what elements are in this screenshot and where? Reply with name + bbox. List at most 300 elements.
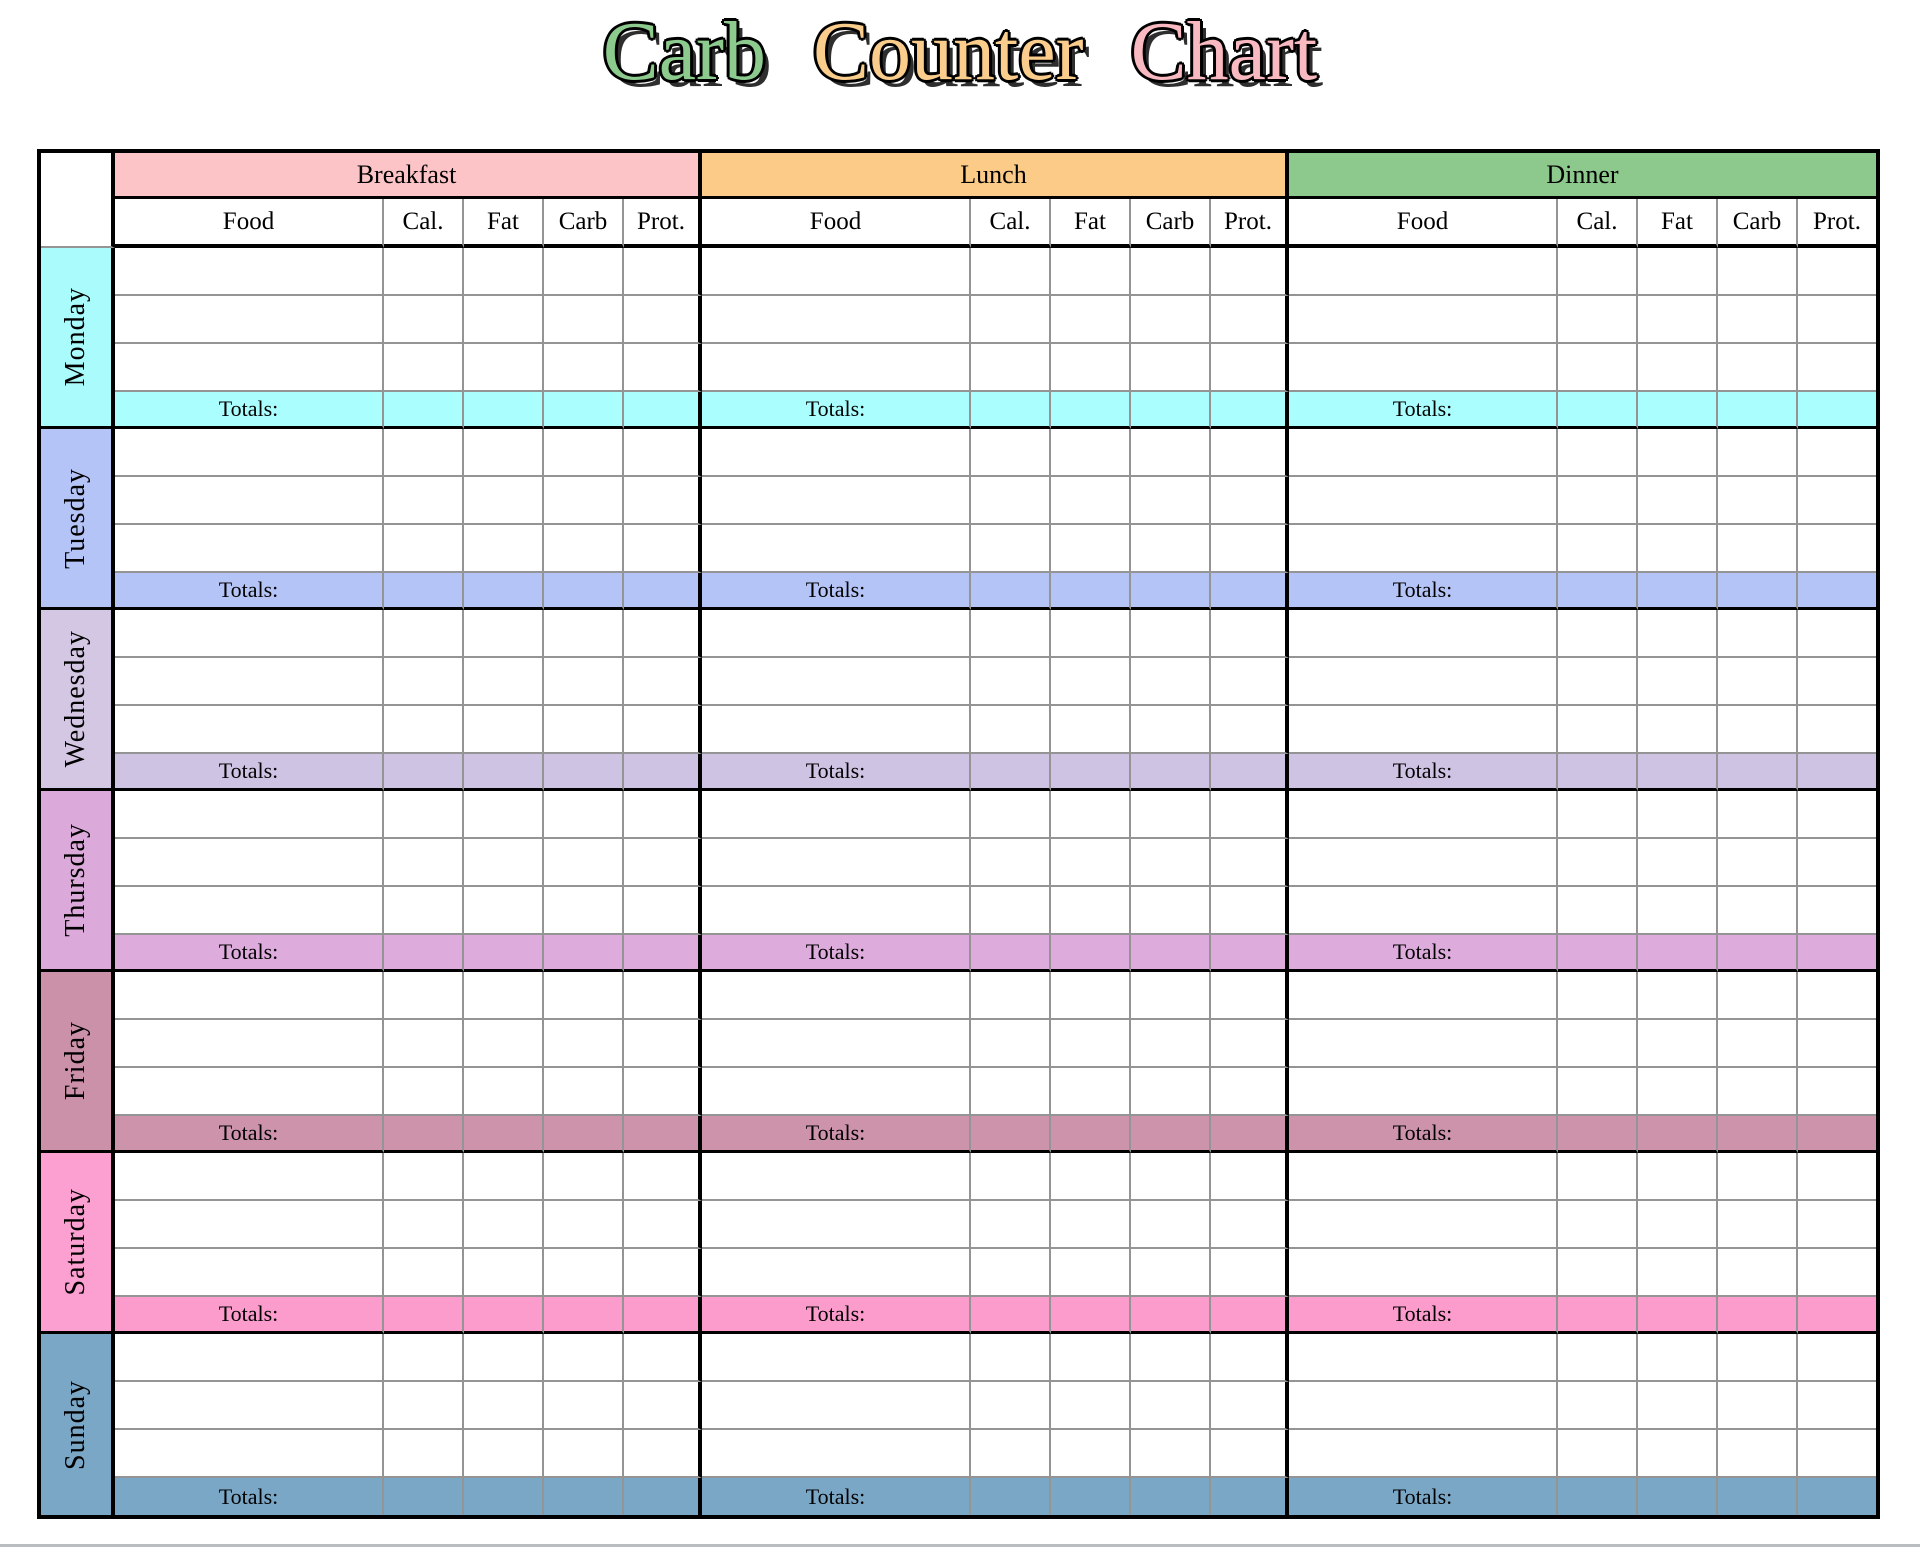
totals-value-cell	[1638, 754, 1718, 791]
entry-cell	[971, 839, 1051, 887]
entry-cell	[1798, 429, 1876, 477]
entry-cell	[702, 1068, 971, 1116]
totals-value-cell	[464, 754, 544, 791]
entry-cell	[1211, 1249, 1289, 1297]
entry-cell	[115, 248, 384, 296]
entry-cell	[1638, 525, 1718, 573]
column-header-carb: Carb	[1131, 199, 1211, 248]
entry-cell	[544, 248, 624, 296]
totals-value-cell	[544, 392, 624, 429]
entry-cell	[544, 1201, 624, 1249]
entry-cell	[1131, 1249, 1211, 1297]
entry-cell	[702, 1249, 971, 1297]
entry-cell	[971, 1020, 1051, 1068]
entry-cell	[702, 1430, 971, 1478]
totals-value-cell	[1798, 1116, 1876, 1153]
entry-cell	[1718, 429, 1798, 477]
carb-counter-table	[37, 149, 1880, 1519]
entry-cell	[544, 610, 624, 658]
entry-cell	[1211, 791, 1289, 839]
entry-cell	[1289, 791, 1558, 839]
title-word-counter: Counter	[813, 5, 1084, 98]
totals-value-cell	[544, 1116, 624, 1153]
entry-cell	[1558, 248, 1638, 296]
entry-cell	[1718, 477, 1798, 525]
day-label-text: Friday	[60, 1021, 91, 1101]
entry-cell	[1289, 658, 1558, 706]
entry-cell	[1131, 839, 1211, 887]
entry-cell	[1638, 429, 1718, 477]
entry-cell	[1051, 1430, 1131, 1478]
entry-cell	[1131, 610, 1211, 658]
column-header-cal: Cal.	[384, 199, 464, 248]
totals-value-cell	[384, 935, 464, 972]
totals-value-cell	[1638, 1478, 1718, 1515]
entry-cell	[1638, 839, 1718, 887]
entry-cell	[1638, 344, 1718, 392]
entry-cell	[971, 610, 1051, 658]
totals-value-cell	[544, 1297, 624, 1334]
entry-cell	[1289, 1430, 1558, 1478]
entry-cell	[1798, 658, 1876, 706]
entry-cell	[1289, 1201, 1558, 1249]
totals-label-cell: Totals:	[115, 935, 384, 972]
entry-cell	[544, 791, 624, 839]
entry-cell	[1051, 525, 1131, 573]
entry-cell	[1131, 477, 1211, 525]
entry-cell	[1289, 1068, 1558, 1116]
totals-label-cell: Totals:	[1289, 392, 1558, 429]
totals-value-cell	[464, 573, 544, 610]
entry-cell	[384, 839, 464, 887]
entry-cell	[1558, 972, 1638, 1020]
entry-cell	[115, 887, 384, 935]
entry-cell	[1558, 610, 1638, 658]
entry-cell	[1718, 1334, 1798, 1382]
entry-cell	[702, 1020, 971, 1068]
entry-cell	[384, 706, 464, 754]
totals-label-cell: Totals:	[702, 1297, 971, 1334]
entry-cell	[1798, 839, 1876, 887]
totals-value-cell	[1718, 935, 1798, 972]
entry-cell	[1131, 1334, 1211, 1382]
totals-label-cell: Totals:	[115, 1478, 384, 1515]
column-header-food: Food	[115, 199, 384, 248]
entry-cell	[464, 1068, 544, 1116]
entry-cell	[544, 1334, 624, 1382]
entry-cell	[1131, 1382, 1211, 1430]
entry-cell	[1718, 525, 1798, 573]
totals-value-cell	[1558, 573, 1638, 610]
totals-label-cell: Totals:	[1289, 1297, 1558, 1334]
entry-cell	[1558, 658, 1638, 706]
entry-cell	[1718, 1249, 1798, 1297]
entry-cell	[384, 477, 464, 525]
entry-cell	[1289, 1249, 1558, 1297]
entry-cell	[702, 839, 971, 887]
entry-cell	[464, 706, 544, 754]
day-label-tuesday	[41, 429, 115, 610]
entry-cell	[1051, 658, 1131, 706]
totals-value-cell	[1051, 935, 1131, 972]
entry-cell	[115, 477, 384, 525]
entry-cell	[1638, 296, 1718, 344]
entry-cell	[1798, 1201, 1876, 1249]
entry-cell	[624, 1382, 702, 1430]
entry-cell	[1051, 972, 1131, 1020]
totals-value-cell	[464, 1478, 544, 1515]
entry-cell	[1051, 706, 1131, 754]
totals-value-cell	[384, 1297, 464, 1334]
entry-cell	[702, 1153, 971, 1201]
day-label-text: Wednesday	[60, 630, 91, 768]
entry-cell	[1211, 1382, 1289, 1430]
entry-cell	[1211, 610, 1289, 658]
entry-cell	[702, 1201, 971, 1249]
entry-cell	[115, 296, 384, 344]
entry-cell	[1638, 1334, 1718, 1382]
totals-value-cell	[1798, 573, 1876, 610]
entry-cell	[1211, 658, 1289, 706]
totals-value-cell	[624, 935, 702, 972]
totals-value-cell	[1638, 573, 1718, 610]
page-bottom-divider	[0, 1544, 1920, 1547]
totals-value-cell	[1798, 754, 1876, 791]
entry-cell	[1638, 1249, 1718, 1297]
entry-cell	[1211, 344, 1289, 392]
totals-value-cell	[1718, 1297, 1798, 1334]
entry-cell	[384, 1020, 464, 1068]
entry-cell	[1211, 477, 1289, 525]
totals-value-cell	[1211, 935, 1289, 972]
day-label-wednesday	[41, 610, 115, 791]
entry-cell	[1211, 296, 1289, 344]
entry-cell	[544, 972, 624, 1020]
entry-cell	[384, 1382, 464, 1430]
totals-value-cell	[384, 754, 464, 791]
totals-label-cell: Totals:	[115, 392, 384, 429]
entry-cell	[464, 658, 544, 706]
totals-label-cell: Totals:	[1289, 754, 1558, 791]
totals-value-cell	[464, 392, 544, 429]
totals-value-cell	[624, 1116, 702, 1153]
entry-cell	[1051, 1020, 1131, 1068]
entry-cell	[1051, 1334, 1131, 1382]
entry-cell	[544, 477, 624, 525]
column-header-prot: Prot.	[1211, 199, 1289, 248]
entry-cell	[384, 1153, 464, 1201]
totals-value-cell	[1558, 392, 1638, 429]
entry-cell	[624, 887, 702, 935]
entry-cell	[115, 1334, 384, 1382]
day-label-text: Thursday	[60, 823, 91, 937]
entry-cell	[1718, 658, 1798, 706]
entry-cell	[1718, 1430, 1798, 1478]
column-header-cal: Cal.	[1558, 199, 1638, 248]
entry-cell	[1718, 1153, 1798, 1201]
entry-cell	[1131, 525, 1211, 573]
entry-cell	[1798, 887, 1876, 935]
totals-value-cell	[1638, 935, 1718, 972]
entry-cell	[1558, 344, 1638, 392]
entry-cell	[544, 839, 624, 887]
entry-cell	[971, 1153, 1051, 1201]
entry-cell	[1211, 1201, 1289, 1249]
entry-cell	[115, 1430, 384, 1478]
entry-cell	[702, 296, 971, 344]
entry-cell	[464, 344, 544, 392]
totals-label-cell: Totals:	[115, 573, 384, 610]
entry-cell	[115, 610, 384, 658]
entry-cell	[1638, 1020, 1718, 1068]
day-label-monday	[41, 248, 115, 429]
totals-value-cell	[1718, 392, 1798, 429]
entry-cell	[544, 1249, 624, 1297]
entry-cell	[464, 791, 544, 839]
entry-cell	[1558, 429, 1638, 477]
totals-value-cell	[1638, 392, 1718, 429]
entry-cell	[544, 1153, 624, 1201]
entry-cell	[1289, 972, 1558, 1020]
totals-label-cell: Totals:	[702, 935, 971, 972]
totals-label-cell: Totals:	[1289, 1116, 1558, 1153]
entry-cell	[1798, 1334, 1876, 1382]
totals-value-cell	[1051, 392, 1131, 429]
entry-cell	[1211, 1153, 1289, 1201]
column-header-food: Food	[702, 199, 971, 248]
entry-cell	[464, 477, 544, 525]
entry-cell	[1051, 477, 1131, 525]
entry-cell	[464, 1201, 544, 1249]
entry-cell	[544, 429, 624, 477]
totals-label-cell: Totals:	[1289, 573, 1558, 610]
entry-cell	[624, 658, 702, 706]
entry-cell	[1718, 791, 1798, 839]
entry-cell	[624, 477, 702, 525]
day-label-saturday	[41, 1153, 115, 1334]
entry-cell	[1718, 610, 1798, 658]
page-title	[0, 4, 1920, 101]
entry-cell	[1289, 887, 1558, 935]
entry-cell	[1131, 429, 1211, 477]
entry-cell	[624, 248, 702, 296]
entry-cell	[702, 791, 971, 839]
entry-cell	[1558, 706, 1638, 754]
entry-cell	[1558, 839, 1638, 887]
entry-cell	[624, 1020, 702, 1068]
entry-cell	[971, 1201, 1051, 1249]
entry-cell	[1558, 477, 1638, 525]
entry-cell	[624, 1153, 702, 1201]
entry-cell	[1718, 1020, 1798, 1068]
totals-value-cell	[1131, 1478, 1211, 1515]
entry-cell	[115, 429, 384, 477]
totals-value-cell	[544, 754, 624, 791]
entry-cell	[1718, 248, 1798, 296]
totals-value-cell	[1798, 392, 1876, 429]
entry-cell	[1211, 1068, 1289, 1116]
entry-cell	[1718, 706, 1798, 754]
day-label-text: Saturday	[60, 1188, 91, 1296]
entry-cell	[1718, 839, 1798, 887]
entry-cell	[702, 429, 971, 477]
totals-value-cell	[544, 935, 624, 972]
entry-cell	[384, 429, 464, 477]
totals-label-cell: Totals:	[115, 1116, 384, 1153]
totals-label-cell: Totals:	[702, 1478, 971, 1515]
entry-cell	[702, 972, 971, 1020]
column-header-prot: Prot.	[624, 199, 702, 248]
entry-cell	[1798, 248, 1876, 296]
totals-value-cell	[1051, 1116, 1131, 1153]
totals-label-cell: Totals:	[115, 1297, 384, 1334]
entry-cell	[1131, 296, 1211, 344]
entry-cell	[544, 344, 624, 392]
totals-value-cell	[1211, 1116, 1289, 1153]
totals-value-cell	[384, 1478, 464, 1515]
totals-value-cell	[1558, 935, 1638, 972]
totals-value-cell	[971, 754, 1051, 791]
entry-cell	[1558, 887, 1638, 935]
entry-cell	[702, 1334, 971, 1382]
totals-value-cell	[1051, 754, 1131, 791]
day-label-text: Monday	[60, 287, 91, 387]
totals-value-cell	[544, 573, 624, 610]
day-label-text: Sunday	[60, 1379, 91, 1470]
entry-cell	[464, 296, 544, 344]
entry-cell	[1798, 1068, 1876, 1116]
entry-cell	[971, 1334, 1051, 1382]
entry-cell	[1798, 610, 1876, 658]
entry-cell	[1558, 296, 1638, 344]
entry-cell	[115, 839, 384, 887]
entry-cell	[1051, 344, 1131, 392]
entry-cell	[544, 706, 624, 754]
entry-cell	[1638, 658, 1718, 706]
day-label-text: Tuesday	[60, 467, 91, 569]
totals-value-cell	[1718, 1478, 1798, 1515]
entry-cell	[1051, 1382, 1131, 1430]
entry-cell	[1558, 1249, 1638, 1297]
entry-cell	[1051, 887, 1131, 935]
entry-cell	[1051, 296, 1131, 344]
entry-cell	[1558, 1430, 1638, 1478]
totals-value-cell	[1131, 1116, 1211, 1153]
entry-cell	[971, 658, 1051, 706]
totals-value-cell	[1131, 573, 1211, 610]
entry-cell	[115, 658, 384, 706]
entry-cell	[464, 1249, 544, 1297]
entry-cell	[624, 1430, 702, 1478]
totals-label-cell: Totals:	[702, 1116, 971, 1153]
totals-value-cell	[971, 1297, 1051, 1334]
entry-cell	[464, 429, 544, 477]
entry-cell	[464, 248, 544, 296]
entry-cell	[1289, 839, 1558, 887]
entry-cell	[1211, 972, 1289, 1020]
totals-value-cell	[624, 1297, 702, 1334]
totals-value-cell	[1558, 754, 1638, 791]
totals-value-cell	[624, 1478, 702, 1515]
entry-cell	[464, 839, 544, 887]
entry-cell	[384, 972, 464, 1020]
entry-cell	[624, 791, 702, 839]
entry-cell	[971, 1068, 1051, 1116]
entry-cell	[544, 1382, 624, 1430]
entry-cell	[1131, 248, 1211, 296]
entry-cell	[1131, 1020, 1211, 1068]
entry-cell	[1051, 1153, 1131, 1201]
totals-value-cell	[1211, 1297, 1289, 1334]
totals-value-cell	[1211, 1478, 1289, 1515]
entry-cell	[384, 248, 464, 296]
column-header-food: Food	[1289, 199, 1558, 248]
entry-cell	[464, 1020, 544, 1068]
entry-cell	[384, 610, 464, 658]
entry-cell	[1051, 1068, 1131, 1116]
entry-cell	[1798, 972, 1876, 1020]
entry-cell	[1289, 429, 1558, 477]
totals-value-cell	[1211, 754, 1289, 791]
entry-cell	[464, 887, 544, 935]
entry-cell	[624, 429, 702, 477]
entry-cell	[702, 344, 971, 392]
totals-value-cell	[1798, 1478, 1876, 1515]
entry-cell	[1289, 1334, 1558, 1382]
entry-cell	[971, 1430, 1051, 1478]
entry-cell	[115, 525, 384, 573]
entry-cell	[971, 706, 1051, 754]
totals-value-cell	[1718, 573, 1798, 610]
totals-value-cell	[1051, 1297, 1131, 1334]
entry-cell	[1051, 839, 1131, 887]
entry-cell	[115, 791, 384, 839]
entry-cell	[464, 1334, 544, 1382]
entry-cell	[544, 1068, 624, 1116]
entry-cell	[1131, 972, 1211, 1020]
entry-cell	[1211, 1430, 1289, 1478]
entry-cell	[1558, 1382, 1638, 1430]
entry-cell	[384, 1430, 464, 1478]
table-corner-cell	[41, 153, 115, 248]
entry-cell	[384, 1334, 464, 1382]
entry-cell	[1558, 1068, 1638, 1116]
entry-cell	[1798, 344, 1876, 392]
entry-cell	[624, 1249, 702, 1297]
entry-cell	[624, 972, 702, 1020]
entry-cell	[1289, 344, 1558, 392]
totals-value-cell	[1558, 1116, 1638, 1153]
entry-cell	[1638, 1153, 1718, 1201]
entry-cell	[544, 887, 624, 935]
totals-label-cell: Totals:	[115, 754, 384, 791]
column-header-fat: Fat	[1051, 199, 1131, 248]
totals-value-cell	[384, 573, 464, 610]
entry-cell	[1211, 839, 1289, 887]
title-word-chart: Chart	[1130, 5, 1318, 98]
entry-cell	[1211, 525, 1289, 573]
totals-label-cell: Totals:	[702, 573, 971, 610]
day-label-thursday	[41, 791, 115, 972]
entry-cell	[1558, 525, 1638, 573]
totals-value-cell	[1638, 1297, 1718, 1334]
entry-cell	[1638, 706, 1718, 754]
entry-cell	[624, 344, 702, 392]
totals-label-cell: Totals:	[1289, 935, 1558, 972]
entry-cell	[544, 1020, 624, 1068]
entry-cell	[544, 658, 624, 706]
entry-cell	[702, 658, 971, 706]
